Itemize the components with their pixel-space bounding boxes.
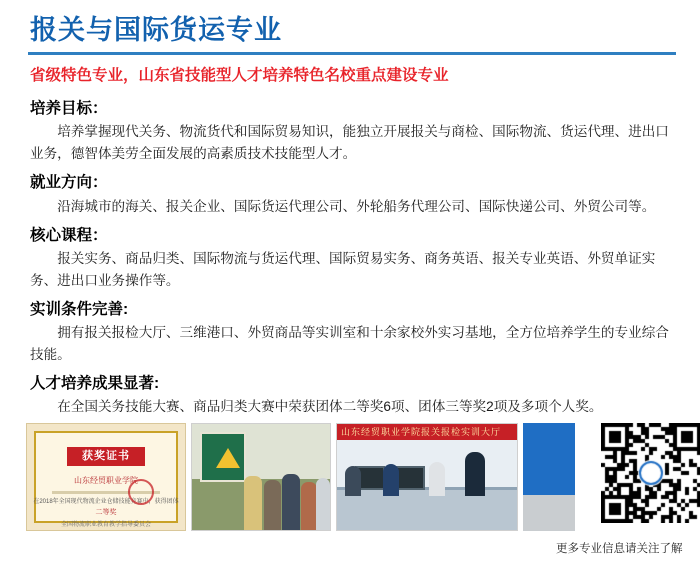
section-core-courses	[30, 224, 674, 292]
certificate-line3: 二等奖	[95, 509, 117, 516]
section-body: 拥有报关报检大厅、三维港口、外贸商品等实训室和十余家校外实习基地，全方位培养学生的专业综合技能。	[30, 325, 669, 363]
section-heading: 就业方向：	[30, 174, 108, 192]
section-heading: 核心课程：	[30, 226, 108, 244]
person-figure	[301, 482, 317, 530]
qr-caption: 更多专业信息请关注了解	[556, 543, 683, 555]
person-figure	[282, 474, 300, 530]
section-body: 报关实务、商品归类、国际物流与货运代理、国际贸易实务、商务英语、报关专业英语、外贸单证实务、进出口业务操作等。	[30, 250, 656, 288]
qr-code[interactable]	[601, 423, 700, 523]
arrow-icon	[216, 448, 240, 468]
section-body: 培养掌握现代关务、物流货代和国际贸易知识，能独立开展报关与商检、国际物流、货运代理、进出口业务，德智体美劳全面发展的高素质技术技能型人才。	[30, 124, 669, 162]
person-figure	[345, 466, 361, 496]
qr-area	[601, 423, 700, 523]
title-divider	[28, 52, 676, 55]
subtitle: 省级特色专业，山东省技能型人才培养特色名校重点建设专业	[30, 67, 449, 85]
person-figure	[244, 476, 262, 530]
hall-banner	[337, 424, 517, 440]
section-body: 在全国关务技能大赛、商品归类大赛中荣获团体二等奖6项、团体三等奖2项及多项个人奖。	[57, 399, 603, 415]
color-blocks	[523, 423, 575, 531]
section-heading: 实训条件完善:	[30, 300, 129, 318]
section-training-goal	[30, 97, 674, 165]
section-training-facilities	[30, 298, 674, 366]
seal-icon	[128, 479, 154, 505]
certificate-photo	[26, 423, 186, 531]
certificate-line1: 山东经贸职业学院	[74, 476, 138, 485]
section-heading: 培养目标：	[30, 100, 108, 118]
person-figure	[429, 462, 445, 496]
page-title: 报关与国际货运专业	[30, 15, 282, 45]
person-figure	[264, 480, 281, 530]
counter-photo	[336, 423, 518, 531]
person-figure	[383, 464, 399, 496]
section-achievements	[30, 372, 674, 418]
hall-banner-text: 山东经贸职业学院报关报检实训大厅	[341, 427, 502, 437]
service-counter	[337, 487, 517, 530]
section-employment	[30, 171, 674, 217]
display-board	[200, 432, 246, 482]
certificate-banner: 获奖证书	[67, 447, 145, 466]
students-photo	[191, 423, 331, 531]
certificate-line2: 在2018年全国现代物流企业仓储技能竞赛中，获得团体	[33, 499, 179, 505]
monitor-icon	[395, 466, 425, 490]
person-figure	[465, 452, 485, 496]
certificate-frame	[33, 431, 179, 528]
section-heading: 人才培养成果显著:	[30, 375, 160, 393]
section-body: 沿海城市的海关、报关企业、国际货运代理公司、外轮船务代理公司、国际快递公司、外贸公司等。	[57, 198, 656, 214]
blue-block	[523, 423, 575, 495]
person-figure	[316, 478, 330, 530]
certificate-footer: 全国物流职业教育教学指导委员会	[60, 522, 152, 528]
grey-block	[523, 495, 575, 531]
photo-strip	[26, 423, 674, 533]
title-block	[26, 0, 674, 55]
